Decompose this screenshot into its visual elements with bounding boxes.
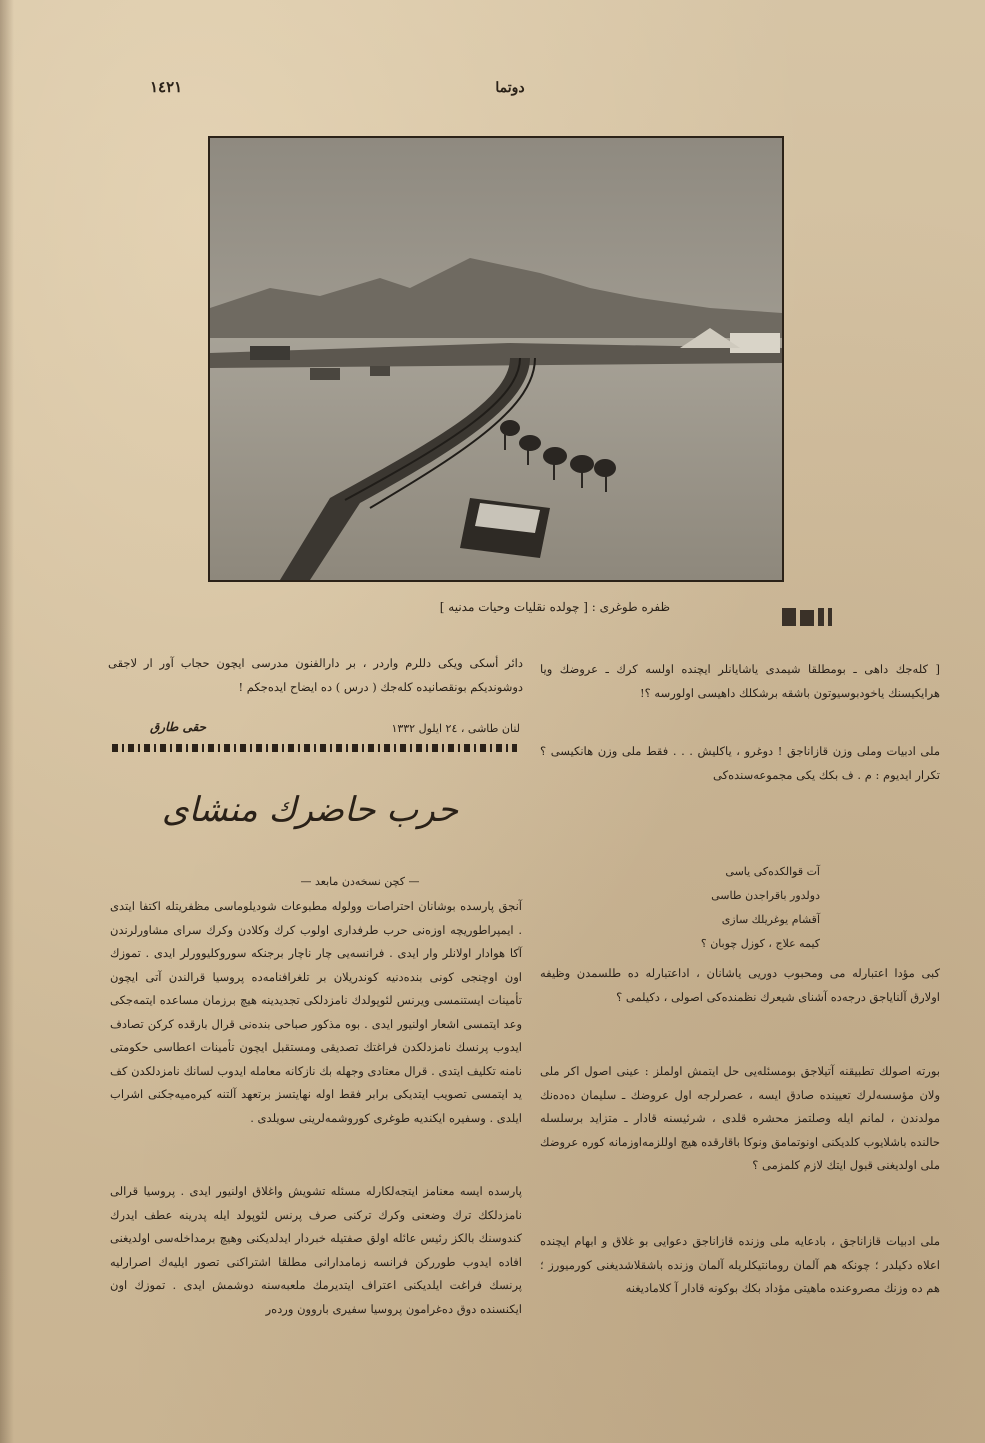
photo-caption: ظفره طوغری : [ چولده نقلیات وحیات مدنیه ] xyxy=(439,600,670,614)
right-intro-paragraph: [ کله‌جك داهی ـ بومطلقا شیمدی یاشایانلر ایچنده اولسه کرك ـ عروضك ویا هرایکیسنك یاخودبوسیوتون باشقه برشکلك داهیسی اولورسه ؟! xyxy=(540,662,940,700)
ornamental-divider xyxy=(112,744,517,752)
poem-line: کیمه علاج ، کوزل چوبان ؟ xyxy=(700,937,820,950)
article-headline: حرب حاضرك منشای xyxy=(161,790,459,830)
article-paragraph-2: پارسده ایسه معنامز ایتجه‌لکارله مسئله تشویش واغلاق اولنیور ایدی . پروسیا قرالی نامزدلکك ترك وضعنی وکرك ترکنی صرف پرنس لئوپولد ایله پدرینه عطف ایدرك کندوسنك بالکز رئیس عائله اولق صفتیله خبردار ایدلدیکنی وهیچ برمداخله‌سی اولدیغنی افاده ایدوب طوررکن فرانسه زمامدارانی مطلقا اشتراکنی تصور ایلیه‌ك اصرارلیه پرنسك فراغت ایلدیکنی اعتراف ایتدیرمك ملعبه‌سنه دوشمش ایدی . تموزك اون ایکنسنده دوق ده‌غرامون پروسیا سفیری باروون ورده‌ر xyxy=(110,1184,522,1316)
article-paragraph-1: آنجق پارسده بوشانان احتراصات وولوله مطبوعات شودیلوماسی مظفریتله اکتفا ایتدی . ایمپراطوریچه اوزه‌نی حرب طرفداری اولوب کرك وکلادن وکرك سرای مشاورلرندن آکا هوادار اولانلر وار ایدی . فرانسه‌یی چار ناچار برجنکه سوروکلیوورلر ایدی . تموزك اون اوچنجی کونی بنده‌دنیه کوندریلان بر تلغرافنامه‌ده پروسیا قرالندن آتی ایچون تأمینات ایستنمسی ویرنس لئوپولدك نامزدلکی تجدیدینه هیچ برزمان مساعده ایتمه‌جکی وعد ایتمسی اشعار اولنیور ایدی . بوه مذکور صباحی بنده‌نی قرال بارقده کرکن تصادف ایدوب پرنسك نامزدلکدن فراغتك تصدیقی ومستقبل ایچون تأمینات اعطاسی حکومتی نامنه تکلیف ایتدی . قرال معتادی وجهله بك نازکانه معامله ایدوب لسانك نامزدلکدن کف ید ایتمسی تصویب ایتدیکی برابر فقط اوله نهایتسز برتعهد آلتنه کیره‌میه‌جکنی اشراب ایلدی . وسفیره ایکندیه طوغری کوروشمه‌لرینی سویلدی . xyxy=(110,899,522,1125)
right-column-intro xyxy=(540,658,940,705)
right-paragraph-2: کبی مؤدا اعتبارله می ومحبوب دوریی یاشانان ، اداعتبارله ده طلسمدن وظیفه اولارق آلنایاجق درجه‌ده آشنای شیعرك نظمنده‌کی اصولی ، دکیلمی ؟ xyxy=(540,966,940,1004)
right-paragraph-3: بورته اصولك تطبیقنه آتیلاجق بومسئله‌یی حل ایتمش اولملز : عینی اصول اکر ملی ولان مؤسسه‌لرك تعیینده صادق ایسه ، عصرلرجه اول عروضك ـ سلیمان ده‌ده‌نك مولدندن ، لمانم ایله وصلتمز محشره قلدی ، شرئیسنه قادار ـ متزاید برسلسله حالنده باشلایوب کلدیکنی اونوتمامق ونوکا باقارقده هیچ اوللزمه‌اوزمانه کوره عروضك ملی اولدیغنی قبول ایتك لازم کلمزمی ؟ xyxy=(540,1064,940,1172)
right-paragraph-1: ملی ادبیات وملی وزن قازاناجق ! دوغرو ، یاکلیش . . . فقط ملی وزن هانکیسی ؟ تکرار ایدیوم : م . ف بکك یکی مجموعه‌سنده‌کی xyxy=(540,744,940,782)
page-number: ١٤٢١ xyxy=(150,78,183,96)
poem-line: دولدور باقراجدن طاسی xyxy=(711,889,820,902)
desert-railway-photo xyxy=(208,136,784,582)
left-column-top xyxy=(108,652,523,699)
right-column-body-4 xyxy=(540,1230,940,1301)
article-body-part-2 xyxy=(110,1180,522,1321)
poem-line: آقشام یوغریلك سازی xyxy=(721,913,820,926)
author-signature: حقی طارق xyxy=(150,720,206,734)
left-top-paragraph: دائر أسکی ویکی دللرم واردر ، بر دارالفنون مدرسی ایچون حجاب آور ار لاجقی دوشوندیکم بونقصانیده کله‌جك ( درس ) ده ایضاح ایده‌جکم ! xyxy=(108,656,523,694)
poem-line: آت قوالکده‌کی یاسی xyxy=(725,865,820,878)
right-paragraph-4: ملی ادبیات قازاناجق ، بادعایه ملی وزنده قازاناجق دعوایی بو غلاق و ابهام ایچنده اعلاه دکیلدر ؛ چونکه هم آلمان رومانتیکلریله آلمان وزنده باشقلاشدیغنی کورمیورز ؛ هم ده وزنك مصروعنده ماهیتی مؤداد بکك بوکونه قادار آ کلامادیغنه xyxy=(540,1234,940,1295)
right-column-body-1 xyxy=(540,740,940,787)
dateline: لنان طاشی ، ٢٤ ایلول ١٣٣٢ xyxy=(391,722,520,735)
running-title: دوتما xyxy=(495,80,525,96)
signature-row xyxy=(110,718,520,744)
page-spine-shadow xyxy=(0,0,14,1443)
article-body-part-1 xyxy=(110,895,522,1130)
right-column-body-2 xyxy=(540,962,940,1009)
right-column-body-3 xyxy=(540,1060,940,1178)
photo-scene xyxy=(210,138,782,580)
library-stamp-mark xyxy=(780,604,850,630)
quoted-poem xyxy=(630,860,820,956)
continuation-note: — کچن نسخه‌دن مابعد — xyxy=(300,875,420,888)
